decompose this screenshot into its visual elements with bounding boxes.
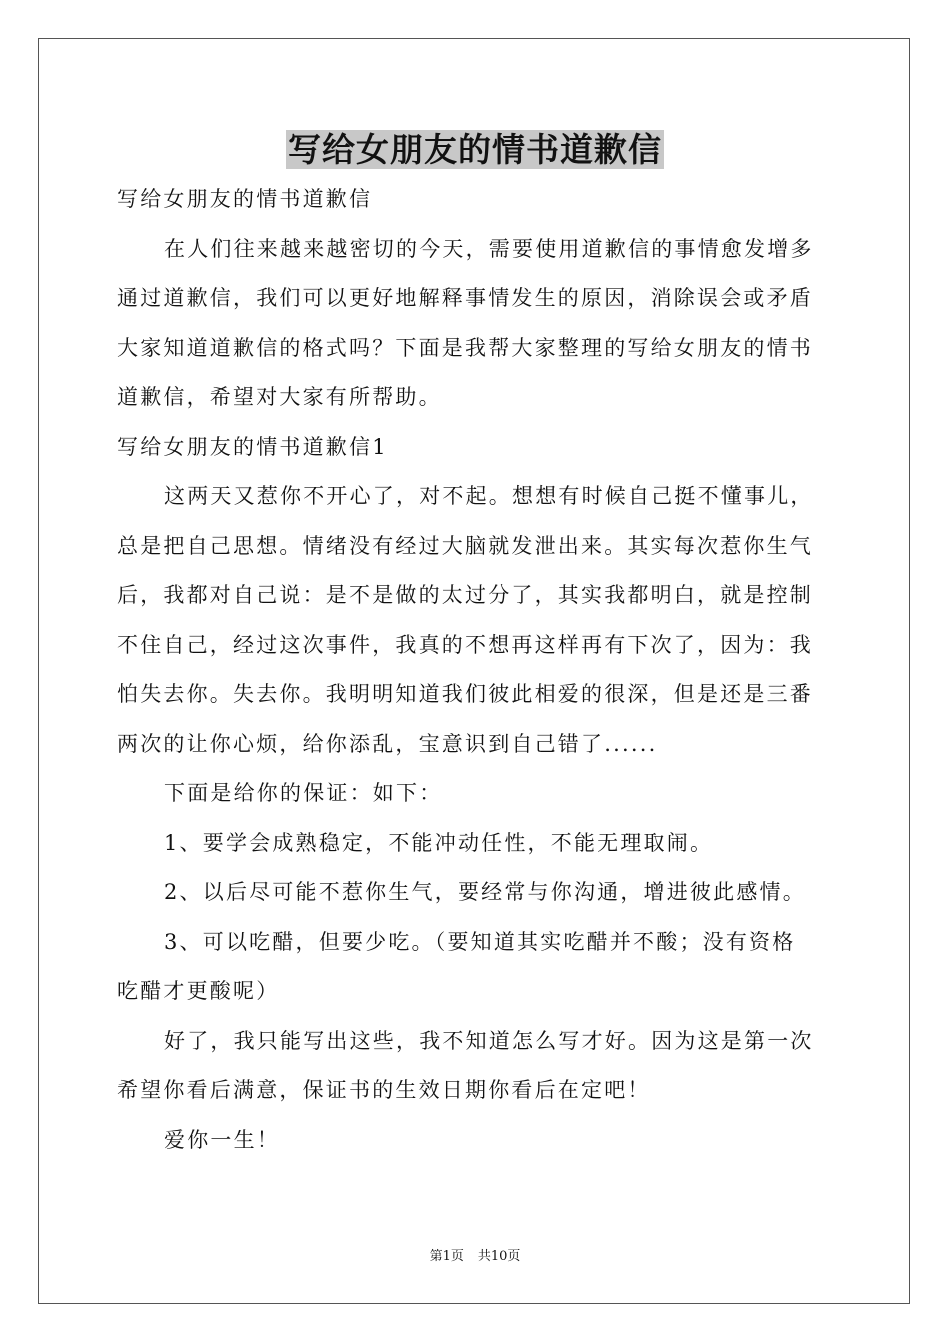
section-heading: 写给女朋友的情书道歉信1 xyxy=(117,434,388,459)
page-number: 第1页 xyxy=(429,1249,464,1264)
document-title-text: 写给女朋友的情书道歉信 xyxy=(288,130,662,169)
paragraph-line: 通过道歉信，我们可以更好地解释事情发生的原因，消除误会或矛盾 xyxy=(117,286,813,310)
paragraph-line: 在人们往来越来越密切的今天，需要使用道歉信的事情愈发增多 xyxy=(164,236,814,261)
paragraph-line: 两次的让你心烦，给你添乱，宝意识到自己错了...... xyxy=(117,731,658,756)
paragraph-line: 大家知道道歉信的格式吗？下面是我帮大家整理的写给女朋友的情书 xyxy=(117,335,813,360)
list-item: 2、以后尽可能不惹你生气，要经常与你沟通，增进彼此感情。 xyxy=(164,880,806,904)
list-item: 1、要学会成熟稳定，不能冲动任性，不能无理取闹。 xyxy=(164,830,714,855)
page-footer xyxy=(0,1248,950,1266)
document-body xyxy=(117,175,833,1165)
document-title xyxy=(0,128,950,172)
paragraph-line: 道歉信，希望对大家有所帮助。 xyxy=(117,385,442,409)
paragraph-line: 好了，我只能写出这些，我不知道怎么写才好。因为这是第一次 xyxy=(164,1028,814,1053)
list-item: 3、可以吃醋，但要少吃。（要知道其实吃醋并不酸；没有资格 xyxy=(164,929,796,954)
closing-line: 爱你一生！ xyxy=(164,1127,280,1152)
paragraph-line: 总是把自己思想。情绪没有经过大脑就发泄出来。其实每次惹你生气 xyxy=(117,533,813,558)
paragraph-line: 不住自己，经过这次事件，我真的不想再这样再有下次了，因为：我 xyxy=(117,632,813,657)
paragraph-line: 这两天又惹你不开心了，对不起。想想有时候自己挺不懂事儿， xyxy=(164,484,814,508)
subtitle-line: 写给女朋友的情书道歉信 xyxy=(117,187,373,211)
paragraph-line: 下面是给你的保证：如下： xyxy=(164,781,443,805)
paragraph-line: 希望你看后满意，保证书的生效日期你看后在定吧！ xyxy=(117,1078,651,1102)
list-item-continuation: 吃醋才更酸呢） xyxy=(117,979,280,1003)
paragraph-line: 后，我都对自己说：是不是做的太过分了，其实我都明白，就是控制 xyxy=(117,583,813,607)
paragraph-line: 怕失去你。失去你。我明明知道我们彼此相爱的很深，但是还是三番 xyxy=(117,682,813,706)
page-total: 共10页 xyxy=(477,1249,521,1264)
